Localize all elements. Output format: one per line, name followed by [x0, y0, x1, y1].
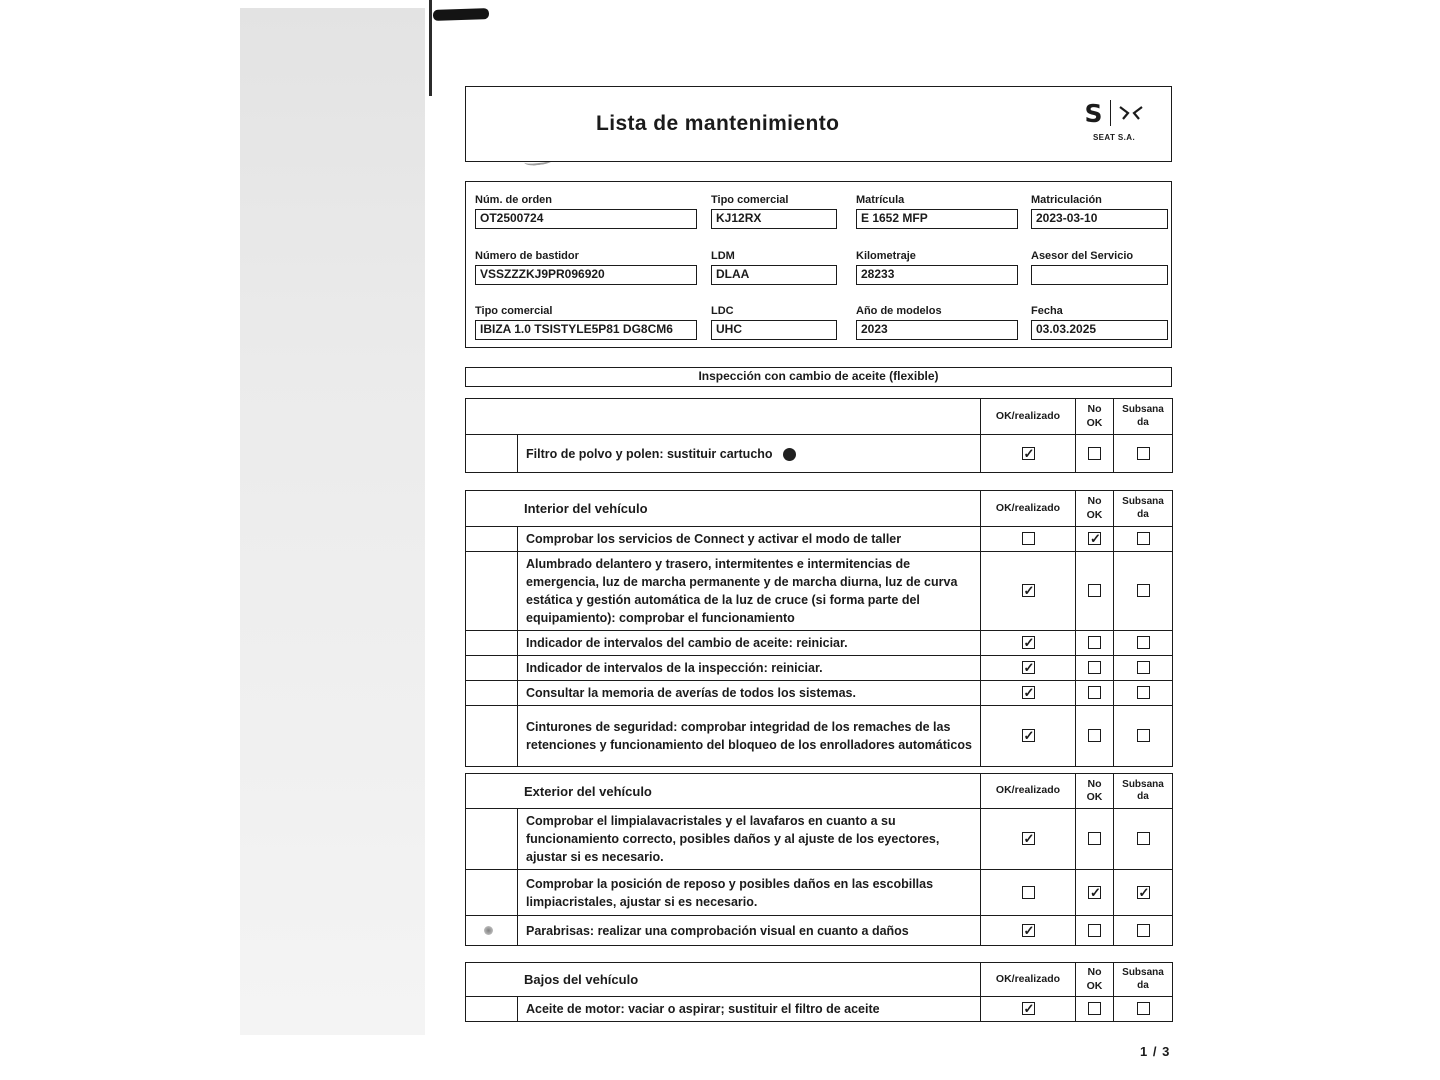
- brand-logos: [1079, 96, 1149, 130]
- column-ok-realizado: OK/realizado: [981, 963, 1076, 997]
- column-subsanada: Subsanada: [1114, 774, 1173, 809]
- scan-artifact-line: [429, 0, 432, 96]
- cell-ok-realizado: [981, 552, 1076, 631]
- field-label: Matrícula: [856, 194, 905, 206]
- cell-no-ok: [1076, 681, 1114, 706]
- row-text: Filtro de polvo y polen: sustituir cartucho: [526, 446, 773, 461]
- row-margin-cell: [466, 631, 518, 656]
- section-title: [466, 399, 981, 435]
- field-value: UHC: [711, 320, 837, 340]
- column-no-ok: No OK: [1076, 963, 1114, 997]
- row-description: [518, 706, 981, 767]
- table-row: [466, 997, 1173, 1022]
- cell-ok-realizado: [981, 656, 1076, 681]
- document-header: [465, 86, 1172, 162]
- checkbox-subsanada: [1137, 686, 1150, 699]
- checkbox-subsanada: [1137, 832, 1150, 845]
- cell-ok-realizado: [981, 527, 1076, 552]
- checkbox-no-ok: [1088, 886, 1101, 899]
- row-text: Alumbrado delantero y trasero, intermitentes e intermitencias de emergencia, luz de marcha permanente y de marcha diurna, luz de curva estática y gestión automática de la luz de cruce (si forma parte del equipamiento): comprobar el funcionamiento: [526, 557, 958, 625]
- row-text: Comprobar los servicios de Connect y activar el modo de taller: [526, 532, 902, 546]
- cell-no-ok: [1076, 916, 1114, 946]
- cell-subsanada: [1114, 870, 1173, 916]
- field-asesor-servicio: [1031, 250, 1168, 285]
- brand-block: [1079, 96, 1149, 142]
- checkbox-subsanada: [1137, 729, 1150, 742]
- row-margin-cell: [466, 809, 518, 870]
- row-text: Cinturones de seguridad: comprobar integridad de los remaches de las retenciones y funcionamiento del bloqueo de los enrolladores automáticos: [526, 720, 972, 752]
- cell-subsanada: [1114, 681, 1173, 706]
- checklist-table-bajos: [465, 962, 1173, 1022]
- checkbox-no-ok: [1088, 532, 1101, 545]
- checkbox-no-ok: [1088, 832, 1101, 845]
- row-text: Parabrisas: realizar una comprobación visual en cuanto a daños: [526, 923, 909, 938]
- field-value: [1031, 265, 1168, 285]
- field-label: Kilometraje: [856, 250, 916, 262]
- cell-subsanada: [1114, 527, 1173, 552]
- checkbox-subsanada: [1137, 886, 1150, 899]
- row-text: Comprobar la posición de reposo y posibles daños en las escobillas limpiacristales, ajustar si es necesario.: [526, 876, 934, 909]
- cell-subsanada: [1114, 916, 1173, 946]
- field-tipo-comercial-modelo: [475, 305, 697, 340]
- row-description: [518, 997, 981, 1022]
- field-num-de-orden: [475, 194, 697, 229]
- checkbox-ok: [1022, 924, 1035, 937]
- field-value: 2023-03-10: [1031, 209, 1168, 229]
- field-kilometraje: [856, 250, 1018, 285]
- cell-ok-realizado: [981, 809, 1076, 870]
- cell-no-ok: [1076, 706, 1114, 767]
- table-header-row: [466, 491, 1173, 527]
- checkbox-subsanada: [1137, 661, 1150, 674]
- cell-ok-realizado: [981, 997, 1076, 1022]
- checkbox-subsanada: [1137, 924, 1150, 937]
- checkbox-ok: [1022, 1002, 1035, 1015]
- seat-logo-icon: S: [1084, 98, 1103, 128]
- field-tipo-comercial: [711, 194, 837, 229]
- checkbox-ok: [1022, 584, 1035, 597]
- cell-no-ok: [1076, 631, 1114, 656]
- row-margin-cell: [466, 552, 518, 631]
- cell-ok-realizado: [981, 916, 1076, 946]
- field-matricula: [856, 194, 1018, 229]
- row-margin-cell: [466, 435, 518, 473]
- row-text: Indicador de intervalos del cambio de aceite: reiniciar.: [526, 636, 848, 650]
- checkbox-ok: [1022, 636, 1035, 649]
- checklist-table-exterior: [465, 773, 1173, 946]
- checkbox-no-ok: [1088, 584, 1101, 597]
- field-value: 03.03.2025: [1031, 320, 1168, 340]
- checkbox-subsanada: [1137, 447, 1150, 460]
- cell-ok-realizado: [981, 631, 1076, 656]
- row-description: [518, 809, 981, 870]
- cell-subsanada: [1114, 809, 1173, 870]
- inspection-section-title: Inspección con cambio de aceite (flexible): [465, 367, 1172, 387]
- row-description: [518, 656, 981, 681]
- column-ok-realizado: OK/realizado: [981, 774, 1076, 809]
- checkbox-ok: [1022, 729, 1035, 742]
- row-margin-cell: [466, 681, 518, 706]
- cell-subsanada: [1114, 631, 1173, 656]
- cupra-logo-icon: [1118, 104, 1144, 122]
- row-description: [518, 631, 981, 656]
- field-label: Número de bastidor: [475, 250, 579, 262]
- cell-subsanada: [1114, 552, 1173, 631]
- table-row: [466, 656, 1173, 681]
- table-header-row: [466, 963, 1173, 997]
- cell-subsanada: [1114, 435, 1173, 473]
- field-label: LDM: [711, 250, 735, 262]
- row-description: [518, 527, 981, 552]
- column-ok-realizado: OK/realizado: [981, 399, 1076, 435]
- logo-divider: [1110, 100, 1111, 126]
- column-no-ok: No OK: [1076, 399, 1114, 435]
- section-title: Exterior del vehículo: [466, 774, 981, 809]
- row-margin-cell: [466, 997, 518, 1022]
- table-row: [466, 681, 1173, 706]
- field-numero-bastidor: [475, 250, 697, 285]
- checkbox-subsanada: [1137, 584, 1150, 597]
- field-value: KJ12RX: [711, 209, 837, 229]
- checkbox-no-ok: [1088, 924, 1101, 937]
- table-row: [466, 870, 1173, 916]
- field-value: IBIZA 1.0 TSISTYLE5P81 DG8CM6: [475, 320, 697, 340]
- field-value: DLAA: [711, 265, 837, 285]
- checkbox-no-ok: [1088, 686, 1101, 699]
- column-subsanada: Subsanada: [1114, 399, 1173, 435]
- cell-no-ok: [1076, 997, 1114, 1022]
- field-value: OT2500724: [475, 209, 697, 229]
- cell-no-ok: [1076, 870, 1114, 916]
- row-margin-cell: [466, 916, 518, 946]
- checklist-table-filtro: [465, 398, 1173, 473]
- field-label: Matriculación: [1031, 194, 1102, 206]
- row-text: Comprobar el limpialavacristales y el lavafaros en cuanto a su funcionamiento correcto, posibles daños y al ajuste de los eyectores, ajustar si es necesario.: [526, 814, 940, 864]
- checkbox-no-ok: [1088, 729, 1101, 742]
- row-margin-cell: [466, 656, 518, 681]
- cell-ok-realizado: [981, 706, 1076, 767]
- field-ldm: [711, 250, 837, 285]
- column-subsanada: Subsanada: [1114, 963, 1173, 997]
- checkbox-ok: [1022, 832, 1035, 845]
- scan-artifact-smudge: [433, 8, 489, 21]
- cell-subsanada: [1114, 997, 1173, 1022]
- section-title: Bajos del vehículo: [466, 963, 981, 997]
- checkbox-ok: [1022, 447, 1035, 460]
- row-text: Aceite de motor: vaciar o aspirar; sustituir el filtro de aceite: [526, 1002, 880, 1016]
- table-row: [466, 706, 1173, 767]
- cell-ok-realizado: [981, 435, 1076, 473]
- page-indicator: 1 / 3: [1140, 1044, 1171, 1059]
- field-label: Núm. de orden: [475, 194, 553, 206]
- field-matriculacion: [1031, 194, 1168, 229]
- table-row: [466, 809, 1173, 870]
- field-ldc: [711, 305, 837, 340]
- field-ano-modelos: [856, 305, 1018, 340]
- field-label: Asesor del Servicio: [1031, 250, 1134, 262]
- cell-ok-realizado: [981, 681, 1076, 706]
- table-row: [466, 631, 1173, 656]
- checkbox-ok: [1022, 661, 1035, 674]
- column-ok-realizado: OK/realizado: [981, 491, 1076, 527]
- row-margin-cell: [466, 870, 518, 916]
- field-value: 28233: [856, 265, 1018, 285]
- ink-dot: [783, 448, 796, 461]
- table-row: [466, 916, 1173, 946]
- checkbox-no-ok: [1088, 636, 1101, 649]
- field-value: 2023: [856, 320, 1018, 340]
- row-text: Indicador de intervalos de la inspección: reiniciar.: [526, 661, 823, 675]
- handwriting-margin-mark: [484, 926, 493, 935]
- cell-no-ok: [1076, 527, 1114, 552]
- cell-ok-realizado: [981, 870, 1076, 916]
- table-row: [466, 552, 1173, 631]
- checkbox-ok: [1022, 532, 1035, 545]
- field-label: Tipo comercial: [711, 194, 789, 206]
- table-row: [466, 527, 1173, 552]
- table-header-row: [466, 399, 1173, 435]
- checkbox-subsanada: [1137, 1002, 1150, 1015]
- field-label: Tipo comercial: [475, 305, 553, 317]
- cell-no-ok: [1076, 435, 1114, 473]
- row-description: [518, 552, 981, 631]
- checkbox-subsanada: [1137, 636, 1150, 649]
- field-label: Año de modelos: [856, 305, 942, 317]
- cell-subsanada: [1114, 656, 1173, 681]
- cell-no-ok: [1076, 552, 1114, 631]
- checklist-table-interior: [465, 490, 1173, 767]
- column-no-ok: No OK: [1076, 774, 1114, 809]
- row-margin-cell: [466, 706, 518, 767]
- checkbox-ok: [1022, 886, 1035, 899]
- field-label: LDC: [711, 305, 734, 317]
- field-fecha: [1031, 305, 1168, 340]
- cell-no-ok: [1076, 656, 1114, 681]
- field-label: Fecha: [1031, 305, 1063, 317]
- cell-no-ok: [1076, 809, 1114, 870]
- section-title: Interior del vehículo: [466, 491, 981, 527]
- checkbox-no-ok: [1088, 447, 1101, 460]
- row-description: [518, 916, 981, 946]
- row-text: Consultar la memoria de averías de todos los sistemas.: [526, 686, 856, 700]
- cell-subsanada: [1114, 706, 1173, 767]
- checkbox-ok: [1022, 686, 1035, 699]
- scan-edge-shadow: [240, 8, 425, 1035]
- table-header-row: [466, 774, 1173, 809]
- page-title: Lista de mantenimiento: [596, 112, 840, 135]
- field-value: E 1652 MFP: [856, 209, 1018, 229]
- field-value: VSSZZZKJ9PR096920: [475, 265, 697, 285]
- checkbox-no-ok: [1088, 1002, 1101, 1015]
- table-row: [466, 435, 1173, 473]
- column-subsanada: Subsanada: [1114, 491, 1173, 527]
- row-description: [518, 681, 981, 706]
- row-description: [518, 870, 981, 916]
- checkbox-no-ok: [1088, 661, 1101, 674]
- vehicle-details-box: [465, 181, 1172, 348]
- row-margin-cell: [466, 527, 518, 552]
- brand-name: SEAT S.A.: [1092, 133, 1136, 142]
- checkbox-subsanada: [1137, 532, 1150, 545]
- column-no-ok: No OK: [1076, 491, 1114, 527]
- row-description: [518, 435, 981, 473]
